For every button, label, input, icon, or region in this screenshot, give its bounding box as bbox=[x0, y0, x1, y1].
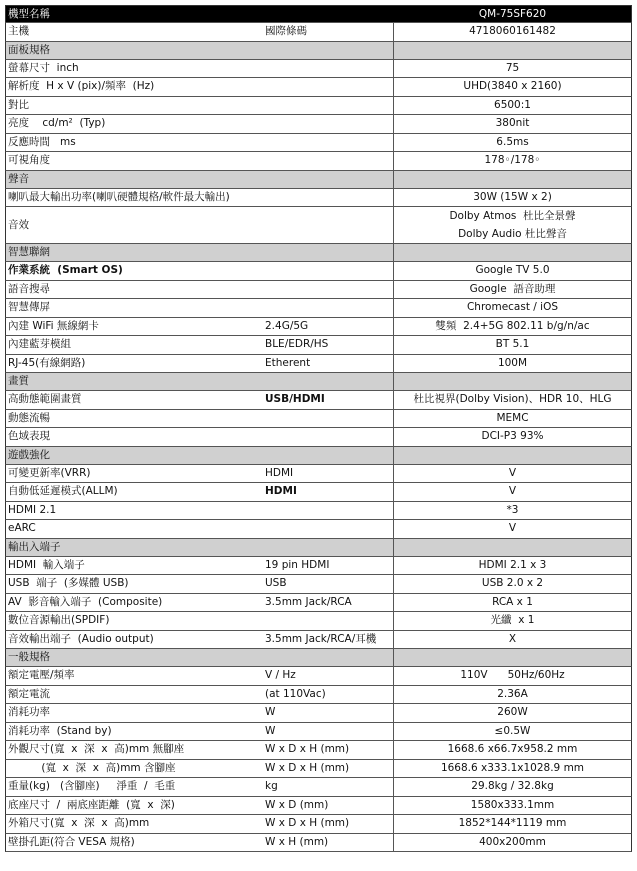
spec-row bbox=[5, 704, 632, 723]
spec-value bbox=[394, 723, 631, 741]
spec-value-text: 1852*144*1119 mm bbox=[458, 817, 567, 830]
spec-label: 主機 bbox=[8, 25, 29, 38]
spec-value bbox=[394, 134, 631, 152]
section-value-empty bbox=[394, 447, 631, 464]
spec-value bbox=[394, 575, 631, 593]
spec-value bbox=[394, 760, 631, 778]
spec-value bbox=[394, 502, 631, 520]
spec-value bbox=[394, 612, 631, 630]
section-header bbox=[5, 171, 632, 189]
spec-row bbox=[5, 741, 632, 760]
section-header bbox=[5, 42, 632, 60]
spec-interface bbox=[263, 207, 394, 243]
section-value-empty bbox=[394, 244, 631, 261]
spec-interface bbox=[263, 299, 394, 317]
spec-label: 內建藍芽模組 bbox=[8, 338, 71, 351]
spec-interface: 2.4G/5G bbox=[263, 318, 394, 336]
spec-label: USB 端子 (多媒體 USB) bbox=[8, 577, 129, 590]
section-title: 一般規格 bbox=[6, 649, 394, 666]
spec-label: 色域表現 bbox=[8, 430, 50, 443]
spec-row bbox=[5, 483, 632, 502]
spec-row bbox=[5, 594, 632, 613]
spec-value-text: BT 5.1 bbox=[495, 338, 530, 351]
section-title: 輸出入端子 bbox=[6, 539, 394, 556]
spec-value bbox=[394, 778, 631, 796]
spec-interface: W x D (mm) bbox=[263, 797, 394, 815]
spec-row bbox=[5, 262, 632, 281]
spec-interface bbox=[263, 97, 394, 115]
section-value-empty bbox=[394, 539, 631, 556]
spec-value-text: RCA x 1 bbox=[492, 595, 533, 608]
spec-row bbox=[5, 465, 632, 484]
spec-value bbox=[394, 797, 631, 815]
spec-row bbox=[5, 686, 632, 705]
spec-row bbox=[5, 520, 632, 539]
spec-row bbox=[5, 23, 632, 42]
spec-value bbox=[394, 60, 631, 78]
spec-label: HDMI 輸入端子 bbox=[8, 558, 85, 571]
spec-interface bbox=[263, 502, 394, 520]
spec-value-text: V bbox=[508, 466, 517, 479]
spec-value bbox=[394, 207, 631, 243]
spec-value bbox=[394, 667, 631, 685]
section-header bbox=[5, 447, 632, 465]
spec-row bbox=[5, 189, 632, 208]
spec-label: 解析度 H x V (pix)/頻率 (Hz) bbox=[8, 80, 155, 93]
spec-label: 重量(kg) (含腳座) 淨重 / 毛重 bbox=[8, 780, 176, 793]
spec-row bbox=[5, 797, 632, 816]
spec-row bbox=[5, 391, 632, 410]
spec-row bbox=[5, 631, 632, 650]
header-row bbox=[5, 5, 632, 23]
spec-interface bbox=[263, 520, 394, 538]
spec-row bbox=[5, 60, 632, 79]
spec-value bbox=[394, 23, 631, 41]
spec-value-text: *3 bbox=[506, 503, 519, 516]
spec-label: 喇叭最大輸出功率(喇叭硬體規格/軟件最大輸出) bbox=[8, 190, 230, 203]
section-title: 面板規格 bbox=[6, 42, 394, 59]
spec-label: 內建 WiFi 無線網卡 bbox=[8, 319, 99, 332]
spec-label: 語音搜尋 bbox=[8, 282, 50, 295]
spec-value-text: 1668.6 x66.7x958.2 mm bbox=[447, 743, 578, 756]
spec-interface: Etherent bbox=[263, 355, 394, 373]
spec-value bbox=[394, 410, 631, 428]
spec-value bbox=[394, 391, 631, 409]
spec-interface: W bbox=[263, 723, 394, 741]
spec-value-text: Dolby Atmos 杜比全景聲 bbox=[449, 209, 576, 222]
spec-label: 消耗功率 bbox=[8, 706, 50, 719]
spec-interface: kg bbox=[263, 778, 394, 796]
spec-value-text: 4718060161482 bbox=[469, 25, 556, 38]
spec-value bbox=[394, 78, 631, 96]
spec-interface bbox=[263, 410, 394, 428]
spec-value bbox=[394, 115, 631, 133]
spec-interface bbox=[263, 428, 394, 446]
spec-value bbox=[394, 428, 631, 446]
spec-value-text: 110V 50Hz/60Hz bbox=[460, 669, 565, 682]
spec-value bbox=[394, 281, 631, 299]
spec-value-text: Google TV 5.0 bbox=[475, 264, 550, 277]
spec-value bbox=[394, 262, 631, 280]
spec-row bbox=[5, 575, 632, 594]
spec-value bbox=[394, 355, 631, 373]
spec-value-text: 380nit bbox=[495, 117, 530, 130]
model-name: QM-75SF620 bbox=[478, 7, 547, 20]
spec-interface: USB/HDMI bbox=[263, 391, 394, 409]
spec-row bbox=[5, 612, 632, 631]
spec-value-text: V bbox=[508, 522, 517, 535]
spec-rows bbox=[5, 23, 632, 852]
spec-row bbox=[5, 318, 632, 337]
spec-value-text: 6.5ms bbox=[496, 135, 529, 148]
section-header bbox=[5, 373, 632, 391]
spec-interface: W x D x H (mm) bbox=[263, 741, 394, 759]
spec-value bbox=[394, 336, 631, 354]
spec-value bbox=[394, 594, 631, 612]
spec-row bbox=[5, 152, 632, 171]
spec-label: 額定電流 bbox=[8, 687, 50, 700]
spec-row bbox=[5, 134, 632, 153]
spec-value-text: MEMC bbox=[496, 411, 529, 424]
spec-interface bbox=[263, 262, 394, 280]
spec-value-text: Google 語音助理 bbox=[469, 282, 556, 295]
spec-interface: 3.5mm Jack/RCA/耳機 bbox=[263, 631, 394, 649]
spec-value-text: HDMI 2.1 x 3 bbox=[478, 558, 547, 571]
spec-value bbox=[394, 152, 631, 170]
spec-label: 高動態範圍畫質 bbox=[8, 393, 82, 406]
spec-label: 壁掛孔距(符合 VESA 規格) bbox=[8, 835, 135, 848]
spec-interface: HDMI bbox=[263, 483, 394, 501]
spec-value-text: DCI-P3 93% bbox=[481, 430, 544, 443]
spec-value-text: 260W bbox=[497, 706, 528, 719]
spec-interface: W x H (mm) bbox=[263, 834, 394, 852]
section-title: 畫質 bbox=[6, 373, 394, 390]
spec-label: 自動低延遲模式(ALLM) bbox=[8, 485, 118, 498]
spec-interface bbox=[263, 152, 394, 170]
section-value-empty bbox=[394, 42, 631, 59]
section-title: 智慧聯網 bbox=[6, 244, 394, 261]
spec-value bbox=[394, 704, 631, 722]
spec-value-text: X bbox=[508, 632, 517, 645]
spec-label: HDMI 2.1 bbox=[8, 503, 57, 516]
spec-value-text: 30W (15W x 2) bbox=[473, 190, 552, 203]
spec-interface bbox=[263, 612, 394, 630]
spec-value-text: 6500:1 bbox=[494, 98, 531, 111]
spec-value bbox=[394, 631, 631, 649]
spec-interface: 3.5mm Jack/RCA bbox=[263, 594, 394, 612]
spec-interface: 國際條碼 bbox=[263, 23, 394, 41]
spec-label: RJ-45(有線網路) bbox=[8, 356, 86, 369]
spec-value-text: 29.8kg / 32.8kg bbox=[471, 780, 554, 793]
spec-interface: W bbox=[263, 704, 394, 722]
spec-value-text: 2.36A bbox=[497, 687, 528, 700]
spec-interface bbox=[263, 115, 394, 133]
spec-value bbox=[394, 834, 631, 852]
spec-interface: V / Hz bbox=[263, 667, 394, 685]
spec-label: 可視角度 bbox=[8, 154, 50, 167]
spec-value-text: 1668.6 x333.1x1028.9 mm bbox=[440, 761, 585, 774]
spec-label: 螢幕尺寸 inch bbox=[8, 61, 79, 74]
spec-row bbox=[5, 723, 632, 742]
spec-value-text-2: Dolby Audio 杜比聲音 bbox=[458, 227, 567, 240]
spec-interface bbox=[263, 281, 394, 299]
spec-row bbox=[5, 355, 632, 374]
spec-value bbox=[394, 483, 631, 501]
spec-value-text: 178◦/178◦ bbox=[484, 154, 541, 167]
spec-label: 可變更新率(VRR) bbox=[8, 466, 91, 479]
spec-interface: W x D x H (mm) bbox=[263, 815, 394, 833]
spec-label: 動態流暢 bbox=[8, 411, 50, 424]
spec-row bbox=[5, 428, 632, 447]
header-label: 機型名稱 bbox=[6, 6, 394, 22]
section-header bbox=[5, 244, 632, 262]
spec-row bbox=[5, 115, 632, 134]
spec-label: (寬 x 深 x 高)mm 含腳座 bbox=[8, 761, 176, 774]
section-value-empty bbox=[394, 373, 631, 390]
spec-value bbox=[394, 299, 631, 317]
section-title: 遊戲強化 bbox=[6, 447, 394, 464]
spec-label: 音效輸出端子 (Audio output) bbox=[8, 632, 154, 645]
section-title: 聲音 bbox=[6, 171, 394, 188]
spec-row bbox=[5, 815, 632, 834]
spec-interface: 19 pin HDMI bbox=[263, 557, 394, 575]
spec-interface: BLE/EDR/HS bbox=[263, 336, 394, 354]
spec-value bbox=[394, 189, 631, 207]
spec-value-text: 杜比視界(Dolby Vision)、HDR 10、HLG bbox=[413, 393, 612, 406]
section-header bbox=[5, 649, 632, 667]
spec-row bbox=[5, 78, 632, 97]
spec-row bbox=[5, 760, 632, 779]
section-value-empty bbox=[394, 649, 631, 666]
spec-value bbox=[394, 815, 631, 833]
spec-value-text: Chromecast / iOS bbox=[466, 301, 559, 314]
spec-row bbox=[5, 299, 632, 318]
spec-label: eARC bbox=[8, 522, 36, 535]
spec-interface bbox=[263, 60, 394, 78]
spec-value-text: UHD(3840 x 2160) bbox=[463, 80, 562, 93]
spec-row bbox=[5, 778, 632, 797]
spec-row bbox=[5, 207, 632, 244]
spec-label: 消耗功率 (Stand by) bbox=[8, 724, 112, 737]
spec-label: 反應時間 ms bbox=[8, 135, 76, 148]
spec-value-text: USB 2.0 x 2 bbox=[481, 577, 544, 590]
spec-interface bbox=[263, 134, 394, 152]
spec-interface bbox=[263, 78, 394, 96]
spec-value-text: 75 bbox=[505, 61, 520, 74]
spec-interface: HDMI bbox=[263, 465, 394, 483]
spec-value bbox=[394, 686, 631, 704]
spec-interface: W x D x H (mm) bbox=[263, 760, 394, 778]
spec-value bbox=[394, 557, 631, 575]
spec-label: 數位音源輸出(SPDIF) bbox=[8, 614, 110, 627]
spec-value bbox=[394, 465, 631, 483]
spec-row bbox=[5, 97, 632, 116]
spec-value bbox=[394, 318, 631, 336]
spec-value-text: 400x200mm bbox=[479, 835, 546, 848]
spec-label: 智慧傳屏 bbox=[8, 301, 50, 314]
spec-label: 亮度 cd/m² (Typ) bbox=[8, 117, 106, 130]
spec-label: 額定電壓/頻率 bbox=[8, 669, 75, 682]
spec-row bbox=[5, 410, 632, 429]
spec-row bbox=[5, 281, 632, 300]
spec-value bbox=[394, 520, 631, 538]
spec-value-text: V bbox=[508, 485, 517, 498]
spec-value-text: 雙頻 2.4+5G 802.11 b/g/n/ac bbox=[435, 319, 590, 332]
section-header bbox=[5, 539, 632, 557]
spec-row bbox=[5, 557, 632, 576]
spec-label: 音效 bbox=[8, 218, 29, 231]
spec-row bbox=[5, 336, 632, 355]
spec-interface bbox=[263, 189, 394, 207]
spec-value-text: 100M bbox=[497, 356, 528, 369]
spec-interface: USB bbox=[263, 575, 394, 593]
spec-value-text: 光纖 x 1 bbox=[490, 614, 535, 627]
spec-label: 作業系統 (Smart OS) bbox=[8, 264, 123, 277]
spec-row bbox=[5, 667, 632, 686]
spec-value bbox=[394, 97, 631, 115]
spec-row bbox=[5, 834, 632, 853]
spec-value-text: 1580x333.1mm bbox=[470, 798, 555, 811]
spec-value-text: ≤0.5W bbox=[494, 724, 531, 737]
spec-label: 外觀尺寸(寬 x 深 x 高)mm 無腳座 bbox=[8, 743, 185, 756]
spec-value bbox=[394, 741, 631, 759]
spec-table bbox=[5, 5, 632, 852]
spec-interface: (at 110Vac) bbox=[263, 686, 394, 704]
spec-label: 底座尺寸 / 兩底座距離 (寬 x 深) bbox=[8, 798, 175, 811]
spec-label: 對比 bbox=[8, 98, 29, 111]
spec-row bbox=[5, 502, 632, 521]
section-value-empty bbox=[394, 171, 631, 188]
spec-label: 外箱尺寸(寬 x 深 x 高)mm bbox=[8, 817, 150, 830]
spec-label: AV 影音輸入端子 (Composite) bbox=[8, 595, 163, 608]
